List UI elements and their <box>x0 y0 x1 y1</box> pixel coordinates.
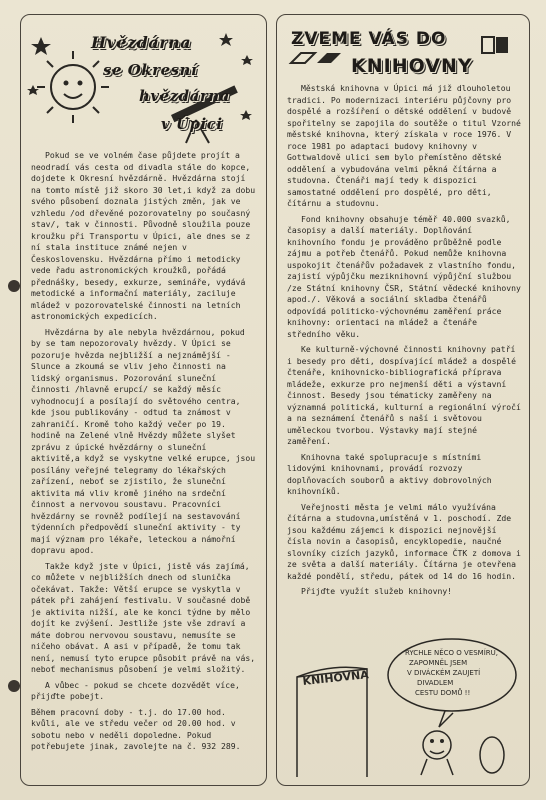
speech-line: V DIVÁCKÉM ZAUJETÍ <box>407 669 481 677</box>
speech-line: DIVADLEM <box>417 679 454 687</box>
observatory-article <box>20 14 267 786</box>
library-text <box>277 83 529 598</box>
speech-line: ZAPOMNĚL JSEM <box>409 659 468 667</box>
banner-title-line-3: hvězdárna <box>139 87 230 105</box>
observatory-banner <box>21 15 266 150</box>
paragraph: Veřejnosti města je velmi málo využívána čítárna a studovna,umístěná v 1. poschodí. Zde jsou každému zájemci k dispozici nejnovější čísla novin a časopisů, encyklopedie, naučné slovníky cizích jazyků, informace ČTK z domova i ze světa a další materiály. Čítárna je otevřena každé pondělí, středu, pátek od 14 do 16 hodin. <box>287 501 521 581</box>
speech-line: RYCHLE NĚCO O VESMÍRU, <box>405 649 498 657</box>
paragraph: Přijďte využít služeb knihovny! <box>301 586 453 596</box>
banner-title-line-1: Hvězdárna <box>91 33 192 52</box>
banner-title-line-2: se Okresní <box>103 61 198 79</box>
paragraph: Takže když jste v Úpici, jistě vás zajímá, co můžete v nejbližších dnech od slunička očekávat. Takže: Větší erupce se vyskytla v pátek při zahájení festivalu. V současné době je aktivita nižší, ale ke konci týdne by mělo dojít ke zvýšení. Jestliže jste vše zdraví a máte dobrou nervovou soustavu, nemusíte se ničeho obávat. A asi v případě, že tomu tak není, nemusí tyto erupce působit právě na vás, neboť mechanismus působení je velmi složitý. <box>31 560 256 674</box>
cartoon-sign: KNIHOVNA <box>301 668 370 688</box>
banner-title-line-1: ZVEME VÁS DO <box>291 29 447 49</box>
paragraph: Fond knihovny obsahuje téměř 40.000 svazků, časopisy a další materiály. Doplňování knihovního fondu je prováděno průběžně podle zájmu a potřeb čtenářů. Pokud nemůže knihovna uspokojit čtenářův požadavek z vlastního fondu, zajistí výpůjčku meziknihovní výpůjční službou /ze Státní knihovny ČSR, Státní vědecké knihovny apod./. Věková a sociální skladba čtenářů odpovídá politicko-výchovnému zaměření práce knihovny: orientaci na mládež a čtenáře středního věku. <box>287 213 521 339</box>
observatory-text <box>21 150 266 753</box>
speech-line: CESTU DOMŮ !! <box>415 689 471 697</box>
paragraph: Městská knihovna v Úpici má již dlouholetou tradici. Po modernizaci interiéru půjčovny pro dospělé a rozšíření o dětské oddělení v budově spořitelny se zapojila do soutěže o titul Vzorné městské knihovna, který získala v roce 1976. V roce 1981 po adaptaci budovy knihovny v Gottwaldově ulici sem bylo přemístěno dětské oddělení a vybudována velmi pěkná čítárna a studovna. Čtenáři mají tedy k dispozici samostatné oddělení pro dospělé, pro děti, čítárnu a studovnu. <box>287 83 521 208</box>
banner-title-line-2: KNIHOVNY <box>351 55 473 77</box>
banner-title-line-4: v Úpici <box>161 115 223 133</box>
library-cartoon <box>287 637 519 777</box>
paragraph: Knihovna také spolupracuje s místními lidovými knihovnami, provádí rozvozy doplňovacích souborů a aktivy dobrovolných knihovníků. <box>287 451 492 496</box>
punch-hole-bottom <box>8 680 20 692</box>
paragraph: Pokud se ve volném čase půjdete projít a neodradí vás cesta od divadla stále do kopce, dojdete k Okresní hvězdárně. Hvězdárna stojí na tomto místě již skoro 30 let,i když za dobu svého působení doznala jistých změn, jak ve vzhledu /od dřevěné pozorovatelny po současný stav/, tak v činnosti. Původně sloužila pouze kroužku při Transportu v Úpici, ale dnes se z ní stala instituce známé nejen v Československu. Hvězdárna přímo i metodicky vede řadu astronomických kroužků, pořádá přednášky, besedy, exkurze, semináře, vydává metodické a informační materiály, zaciluje mládež v pozorovatelské činnosti na letních astronomických expedicích. <box>31 150 256 321</box>
paragraph: Ke kulturně-výchovné činnosti knihovny patří i besedy pro děti, dospívající mládež a dospělé čtenáře, knihovnicko-bibliografická příprava mládeže, exkurze pro nejmenší děti a výstavní činnost. Besedy jsou tématicky zaměřeny na významná politická, kulturní a regionální výročí a na seznámení čtenářů s naší i světovou uměleckou tvorbou. Výstavky mají stejné zaměření. <box>287 344 521 446</box>
punch-hole-top <box>8 280 20 292</box>
paragraph: Hvězdárna by ale nebyla hvězdárnou, pokud by se tam nepozorovaly hvězdy. V Úpici se pozoruje hvězda nejbližší a nejznámější - Slunce a zkoumá se vliv jeho činnosti na lidský organismus. Pozorování sluneční činnosti /hlavně erupcí/ se každý měsíc vyhodnocují a posílají do světového centra, kde jsou publikovány - odtud ta známost v zahraničí. Kromě toho každý večer po 19. hodině na Zelené vlně Hvězdy můžete slyšet zprávu z úpické hvězdárny o sluneční aktivitě,a když se vyskytne velké erupce, jsou posílány veřejné telegramy do lékařských zařízení, neboť se zjistilo, že sluneční aktivita má vliv kromě jiného na srdeční činnost a nervovou soustavu. Pracovníci hvězdárny se rovněž podílejí na sestavování týdenních předpovědí sluneční aktivity - ty mají význam pro lékaře, leteckou a námořní dopravu apod. <box>31 326 256 555</box>
library-banner <box>277 15 529 83</box>
paragraph: Během pracovní doby - t.j. do 17.00 hod. kvůli, ale ve středu večer od 20.00 hod. v sobotu nebo v neděli dopoledne. Pokud potřebujete jinak, zavolejte na č. 932 289. <box>31 706 241 751</box>
paragraph: A vůbec - pokud se chcete dozvědět více, přijďte pobejt. <box>31 679 240 701</box>
library-article <box>276 14 530 786</box>
svg-text:RYCHLE NĚCO O VESMÍRU, <box>405 648 500 697</box>
